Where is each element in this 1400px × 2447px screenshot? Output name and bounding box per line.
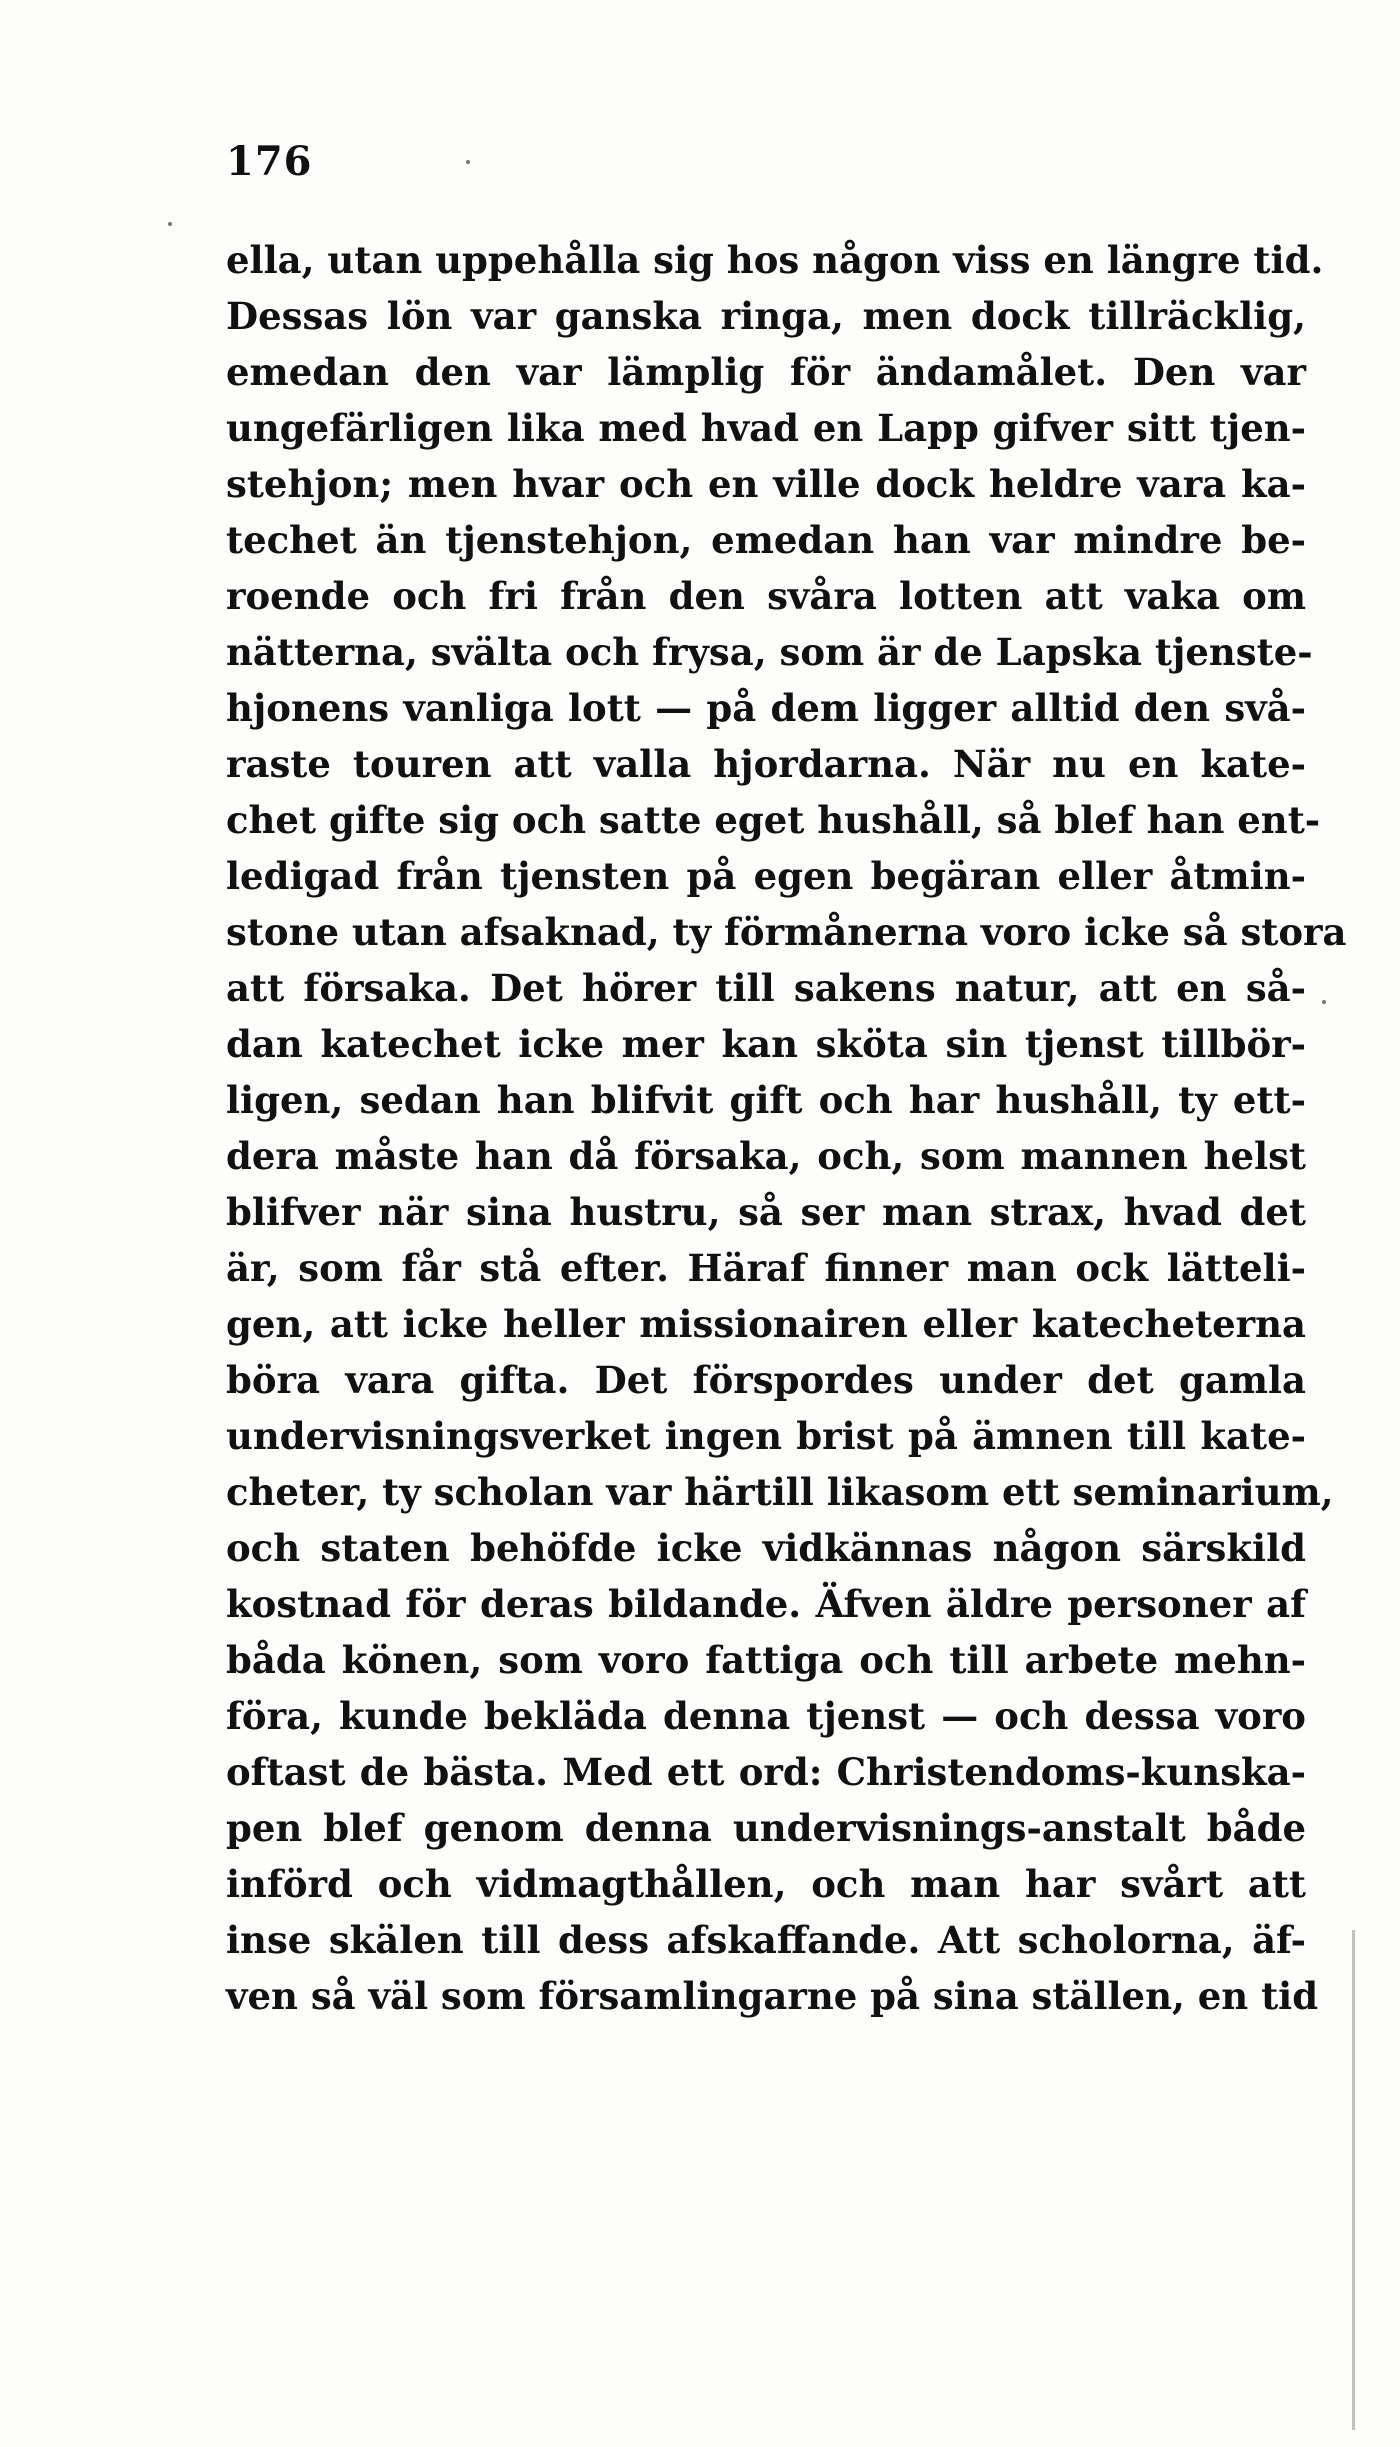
- text-line: emedan den var lämplig för ändamålet. Den var: [226, 350, 1306, 394]
- text-line: hjonens vanliga lott — på dem ligger alltid den svå-: [226, 686, 1306, 730]
- text-line: blifver när sina hustru, så ser man strax, hvad det: [226, 1190, 1306, 1234]
- text-line: båda könen, som voro fattiga och till arbete mehn-: [226, 1638, 1306, 1682]
- margin-scan-line: [1352, 1930, 1355, 2430]
- text-line: oftast de bästa. Med ett ord: Christendoms-kunska-: [226, 1750, 1306, 1794]
- text-line: ledigad från tjensten på egen begäran eller åtmin-: [226, 854, 1306, 898]
- text-line: nätterna, svälta och frysa, som är de Lapska tjenste-: [226, 630, 1313, 674]
- text-line: inse skälen till dess afskaffande. Att scholorna, äf-: [226, 1918, 1306, 1962]
- text-line: dera måste han då försaka, och, som mannen helst: [226, 1134, 1306, 1178]
- text-line: raste touren att valla hjordarna. När nu en kate-: [226, 742, 1306, 786]
- text-line: ven så väl som församlingarne på sina ställen, en tid: [226, 1974, 1319, 2018]
- text-line: gen, att icke heller missionairen eller katecheterna: [226, 1302, 1306, 1346]
- text-line: föra, kunde bekläda denna tjenst — och dessa voro: [226, 1694, 1306, 1738]
- text-line: undervisningsverket ingen brist på ämnen till kate-: [226, 1414, 1306, 1458]
- text-line: och staten behöfde icke vidkännas någon särskild: [226, 1526, 1306, 1570]
- text-line: ella, utan uppehålla sig hos någon viss en längre tid.: [226, 238, 1324, 282]
- text-line: dan katechet icke mer kan sköta sin tjenst tillbör-: [226, 1022, 1306, 1066]
- text-line: chet gifte sig och satte eget hushåll, så blef han ent-: [226, 798, 1321, 842]
- text-line: stehjon; men hvar och en ville dock heldre vara ka-: [226, 462, 1306, 506]
- text-line: kostnad för deras bildande. Äfven äldre personer af: [226, 1582, 1306, 1626]
- text-line: införd och vidmagthållen, och man har svårt att: [226, 1862, 1306, 1906]
- text-line: roende och fri från den svåra lotten att vaka om: [226, 574, 1306, 618]
- scan-speck: [466, 160, 470, 164]
- text-line: stone utan afsaknad, ty förmånerna voro icke så stora: [226, 910, 1347, 954]
- text-line: pen blef genom denna undervisnings-anstalt både: [226, 1806, 1306, 1850]
- scan-speck: [168, 222, 172, 226]
- text-line: techet än tjenstehjon, emedan han var mindre be-: [226, 518, 1306, 562]
- text-line: ligen, sedan han blifvit gift och har hushåll, ty ett-: [226, 1078, 1306, 1122]
- text-line: cheter, ty scholan var härtill likasom ett seminarium,: [226, 1470, 1334, 1514]
- text-line: att försaka. Det hörer till sakens natur, att en så-: [226, 966, 1306, 1010]
- page-number: 176: [226, 138, 313, 185]
- body-text: [226, 232, 1347, 2024]
- scan-speck: [1322, 1000, 1326, 1004]
- text-line: ungefärligen lika med hvad en Lapp gifver sitt tjen-: [226, 406, 1306, 450]
- text-line: är, som får stå efter. Häraf finner man ock lätteli-: [226, 1246, 1306, 1290]
- text-line: Dessas lön var ganska ringa, men dock tillräcklig,: [226, 294, 1306, 338]
- text-line: böra vara gifta. Det förspordes under det gamla: [226, 1358, 1306, 1402]
